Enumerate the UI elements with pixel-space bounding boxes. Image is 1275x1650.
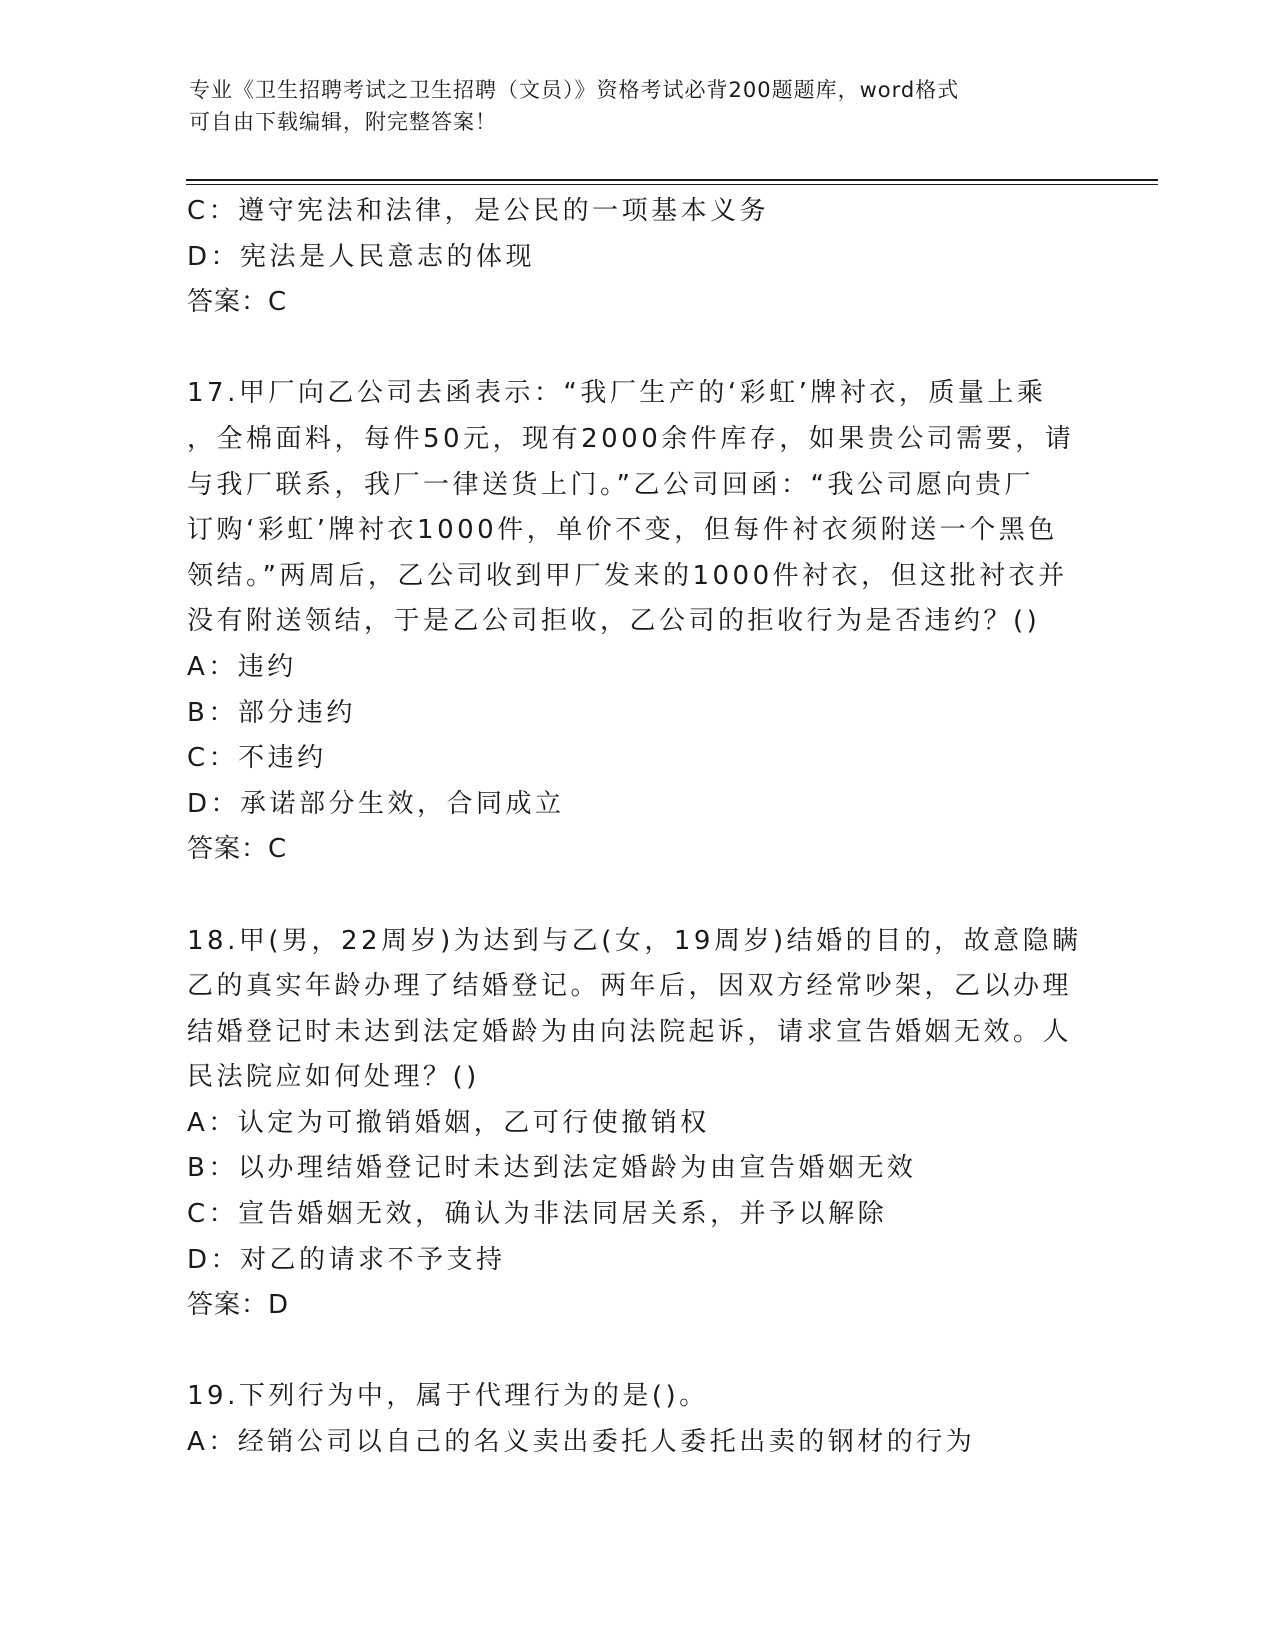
question-16-tail <box>187 189 1077 326</box>
question-17 <box>187 371 1077 873</box>
q18-option-c: C：宣告婚姻无效，确认为非法同居关系，并予以解除 <box>187 1199 888 1230</box>
header-title-line-1: 专业《卫生招聘考试之卫生招聘（文员）》资格考试必背200题题库，word格式 <box>189 78 960 102</box>
q18-stem-line: 民法院应如何处理？() <box>187 1062 480 1093</box>
question-content <box>187 189 1082 1466</box>
q16-answer: 答案：C <box>187 287 288 318</box>
q18-option-b: B：以办理结婚登记时未达到法定婚龄为由宣告婚姻无效 <box>187 1153 917 1184</box>
q18-answer: 答案：D <box>187 1290 290 1321</box>
q17-answer: 答案：C <box>187 834 288 865</box>
q17-option-d: D：承诺部分生效，合同成立 <box>187 788 565 819</box>
q18-stem-line: 乙的真实年龄办理了结婚登记。两年后，因双方经常吵架，乙以办理 <box>187 971 1073 1002</box>
spacer <box>187 1329 1077 1375</box>
header-divider-thin <box>186 184 1158 185</box>
q19-stem: 19.下列行为中，属于代理行为的是()。 <box>187 1381 709 1412</box>
q18-stem-line: 18.甲(男，22周岁)为达到与乙(女，19周岁)结婚的目的，故意隐瞒 <box>187 925 1082 956</box>
q19-option-a: A：经销公司以自己的名义卖出委托人委托出卖的钢材的行为 <box>187 1427 976 1458</box>
q18-option-a: A：认定为可撤销婚姻，乙可行使撤销权 <box>187 1107 710 1138</box>
spacer <box>187 326 1077 372</box>
q17-stem-line: 17.甲厂向乙公司去函表示：“我厂生产的‘彩虹’牌衬衣，质量上乘 <box>187 378 1047 409</box>
document-header <box>189 74 1089 138</box>
q17-stem-line: ，全棉面料，每件50元，现有2000余件库存，如果贵公司需要，请 <box>187 423 1075 454</box>
q16-option-c: C：遵守宪法和法律，是公民的一项基本义务 <box>187 196 770 226</box>
q17-option-b: B：部分违约 <box>187 697 356 728</box>
q18-stem-line: 结婚登记时未达到法定婚龄为由向法院起诉，请求宣告婚姻无效。人 <box>187 1016 1073 1047</box>
question-18 <box>187 919 1082 1329</box>
q17-option-c: C：不违约 <box>187 743 327 774</box>
header-title-line-2: 可自由下载编辑，附完整答案！ <box>189 110 497 134</box>
q18-option-d: D：对乙的请求不予支持 <box>187 1244 506 1275</box>
header-divider-thick <box>186 179 1158 181</box>
spacer <box>187 873 1077 919</box>
q17-stem-line: 与我厂联系，我厂一律送货上门。”乙公司回函：“我公司愿向贵厂 <box>187 469 1034 500</box>
q17-stem-line: 订购‘彩虹’牌衬衣1000件，单价不变，但每件衬衣须附送一个黑色 <box>187 515 1058 546</box>
question-19 <box>187 1374 1077 1465</box>
q17-stem-line: 没有附送领结，于是乙公司拒收，乙公司的拒收行为是否违约？() <box>187 606 1041 637</box>
q17-stem-line: 领结。”两周后，乙公司收到甲厂发来的1000件衬衣，但这批衬衣并 <box>187 560 1068 591</box>
q16-option-d: D：宪法是人民意志的体现 <box>187 241 536 272</box>
q17-option-a: A：违约 <box>187 651 297 682</box>
